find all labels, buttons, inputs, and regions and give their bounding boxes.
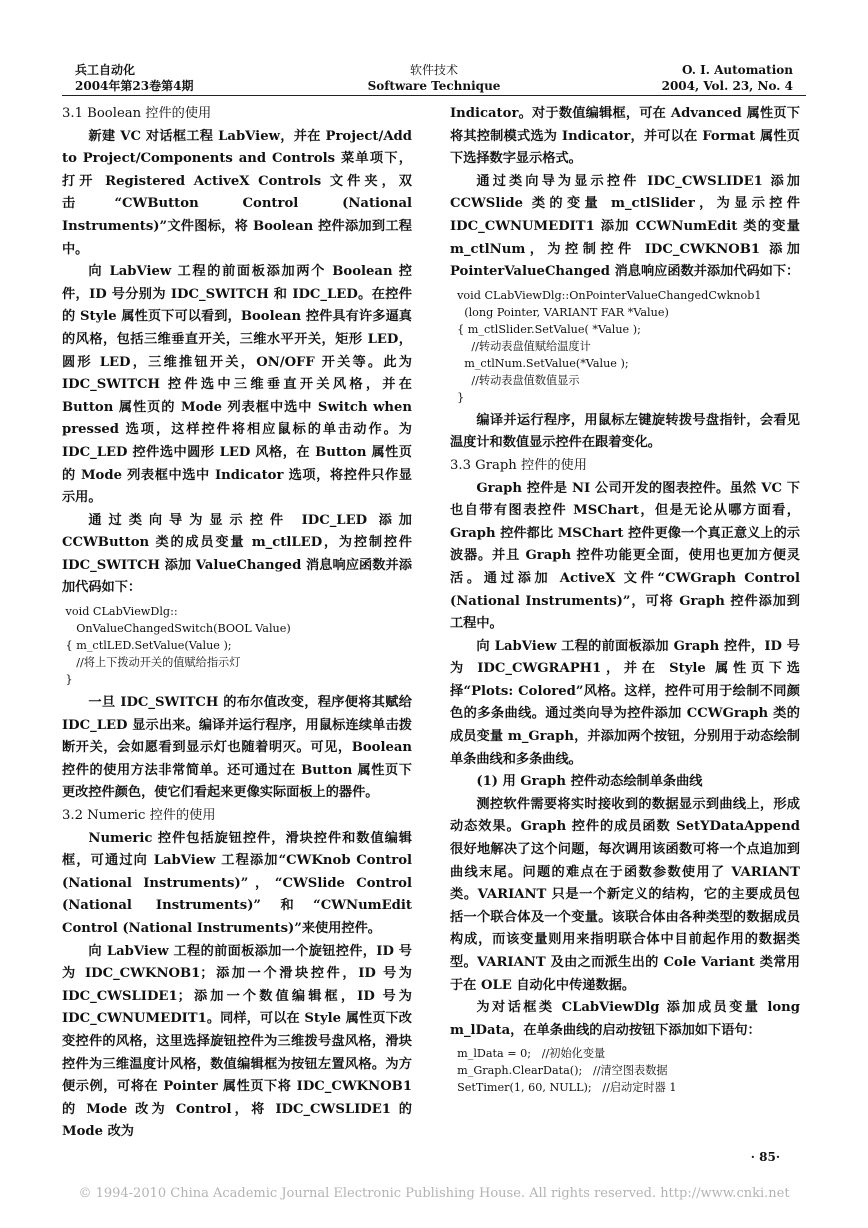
paragraph: 通过类向导为显示控件 IDC_LED 添加 CCWButton 类的成员变量 m_ctlLED，为控制控件 IDC_SWITCH 添加 ValueChanged 消息响应函数并添加代码如下： bbox=[62, 512, 412, 596]
page-number: · 85· bbox=[750, 1150, 780, 1164]
code-line: { m_ctlSlider.SetValue( *Value ); bbox=[450, 322, 641, 336]
code-line: m_ctlNum.SetValue(*Value ); bbox=[450, 356, 629, 370]
paragraph: 向 LabView 工程的前面板添加 Graph 控件，ID 号为 IDC_CWGRAPH1，并在 Style 属性页下选择“Plots: Colored”风格。这样，控件可用于绘制不同颜色的多条曲线。通过类向导为控件添加 CCWGraph 类的成员变量 m_Graph，并添加两个按钮，分别用于动态绘制单条曲线和多条曲线。 bbox=[450, 638, 800, 767]
code-line: //转动表盘值赋给温度计 bbox=[450, 339, 591, 353]
header-center-line-1: 软件技术 bbox=[409, 63, 458, 77]
paragraph: Graph 控件是 NI 公司开发的图表控件。虽然 VC 下也自带有图表控件 MSChart，但是无论从哪方面看，Graph 控件都比 MSChart 控件更像一个真正意义上的示波器。并且 Graph 控件功能更全面，使用也更加方便灵活。通过添加 ActiveX 文件“CWGraph Control (National Instruments)”，可将 Graph 控件添加到工程中。 bbox=[450, 480, 800, 632]
code-line: m_lData = 0; //初始化变量 bbox=[450, 1047, 606, 1061]
paragraph: 向 LabView 工程的前面板添加一个旋钮控件，ID 号为 IDC_CWKNOB1；添加一个滑块控件，ID 号为 IDC_CWSLIDE1；添加一个数值编辑框，ID 号为 IDC_CWNUMEDIT1。同样，可以在 Style 属性页下改变控件的风格，这里选择旋钮控件为三维拨号盘风格，滑块控件为三维温度计风格，数值编辑框为按钮左置风格。为方便示例，可将在 Pointer 属性页下将 IDC_CWKNOB1 的 Mode 改为 Control，将 IDC_CWSLIDE1 的 Mode 改为 bbox=[62, 943, 412, 1140]
code-line: { m_ctlLED.SetValue(Value ); bbox=[62, 639, 232, 653]
paragraph: Indicator。对于数值编辑框，可在 Advanced 属性页下将其控制模式选为 Indicator，并可以在 Format 属性页下选择数字显示格式。 bbox=[450, 106, 800, 167]
section-heading: 3.1 Boolean 控件的使用 bbox=[62, 106, 212, 121]
paragraph: 为对话框类 CLabViewDlg 添加成员变量 long m_lData，在单条曲线的启动按钮下添加如下语句： bbox=[450, 1000, 800, 1038]
code-block bbox=[62, 603, 412, 688]
code-block bbox=[450, 1045, 800, 1096]
code-line: } bbox=[450, 390, 465, 404]
code-line: } bbox=[62, 673, 73, 687]
left-column bbox=[62, 103, 412, 1144]
code-line: void CLabViewDlg::OnPointerValueChangedCwknob1 bbox=[450, 288, 762, 302]
header-right-line-1: O. I. Automation bbox=[682, 63, 793, 77]
code-line: OnValueChangedSwitch(BOOL Value) bbox=[62, 622, 291, 636]
copyright-footer: © 1994-2010 China Academic Journal Electronic Publishing House. All rights reserved. http://www.cnki.net bbox=[78, 1186, 790, 1201]
header-center-line-2: Software Technique bbox=[367, 79, 501, 93]
paragraph: 通过类向导为显示控件 IDC_CWSLIDE1 添加 CCWSlide 类的变量 m_ctlSlider，为显示控件 IDC_CWNUMEDIT1 添加 CCWNumEdit 类的变量 m_ctlNum，为控制控件 IDC_CWKNOB1 添加 PointerValueChanged 消息响应函数并添加代码如下： bbox=[450, 173, 800, 280]
paragraph: 向 LabView 工程的前面板添加两个 Boolean 控件，ID 号分别为 IDC_SWITCH 和 IDC_LED。在控件的 Style 属性页下可以看到，Boolean 控件具有许多逼真的风格，包括三维垂直开关，三维水平开关，矩形 LED，圆形 LED，三维推钮开关，ON/OFF 开关等。此为 IDC_SWITCH 控件选中三维垂直开关风格，并在 Button 属性页的 Mode 列表框中选中 Switch when pressed 选项，这样控件将相应鼠标的单击动作。为 IDC_LED 控件选中圆形 LED 风格，在 Button 属性页的 Mode 列表框中选中 Indicator 选项，将控件只作显示用。 bbox=[62, 264, 412, 506]
paragraph: 新建 VC 对话框工程 LabView，并在 Project/Add to Project/Components and Controls 菜单项下，打开 Registered ActiveX Controls 文件夹，双击“CWButton Control (National Instruments)”文件图标，将 Boolean 控件添加到工程中。 bbox=[62, 128, 412, 257]
right-column bbox=[450, 103, 800, 1100]
header-rule bbox=[62, 95, 806, 96]
section-heading: 3.2 Numeric 控件的使用 bbox=[62, 808, 216, 824]
header-right-line-2: 2004, Vol. 23, No. 4 bbox=[661, 79, 793, 93]
paragraph: 编译并运行程序，用鼠标左键旋转拨号盘指针，会看见温度计和数值显示控件在跟着变化。 bbox=[450, 412, 800, 451]
paragraph: 一旦 IDC_SWITCH 的布尔值改变，程序便将其赋给 IDC_LED 显示出来。编译并运行程序，用鼠标连续单击拨断开关，会如愿看到显示灯也随着明灭。可见，Boolean 控件的使用方法非常简单。还可通过在 Button 属性页下更改控件颜色，使它们看起来更像实际面板上的器件。 bbox=[62, 695, 412, 801]
paragraph: 测控软件需要将实时接收到的数据显示到曲线上，形成动态效果。Graph 控件的成员函数 SetYDataAppend 很好地解决了这个问题，每次调用该函数可将一个点追加到曲线末尾。问题的难点在于函数参数使用了 VARIANT 类。VARIANT 只是一个新定义的结构，它的主要成员包括一个联合体及一个变量。该联合体由各种类型的数据成员构成，而该变量则用来指明联合体中目前起作用的数据类型。VARIANT 及由之而派生出的 Cole Variant 类常用于在 OLE 自动化中传递数据。 bbox=[450, 796, 800, 993]
code-line: m_Graph.ClearData(); //清空图表数据 bbox=[450, 1064, 668, 1078]
header-left-line-2: 2004年第23卷第4期 bbox=[75, 79, 194, 93]
header-left-line-1: 兵工自动化 bbox=[75, 63, 136, 77]
code-line: void CLabViewDlg:: bbox=[62, 605, 178, 619]
code-line: //转动表盘值数值显示 bbox=[450, 373, 580, 387]
paragraph: Numeric 控件包括旋钮控件，滑块控件和数值编辑框，可通过向 LabView 工程添加“CWKnob Control (National Instruments)”，“CWSlide Control (National Instruments)”和“CWNumEdit Control (National Instruments)”来使用控件。 bbox=[62, 830, 412, 936]
section-heading: (1) 用 Graph 控件动态绘制单条曲线 bbox=[476, 774, 703, 790]
code-line: //将上下拨动开关的值赋给指示灯 bbox=[62, 656, 241, 670]
code-line: (long Pointer, VARIANT FAR *Value) bbox=[450, 305, 669, 319]
section-heading: 3.3 Graph 控件的使用 bbox=[450, 457, 587, 473]
code-line: SetTimer(1, 60, NULL); //启动定时器 1 bbox=[450, 1081, 677, 1095]
journal-issue-header bbox=[662, 62, 793, 94]
code-block bbox=[450, 287, 800, 406]
